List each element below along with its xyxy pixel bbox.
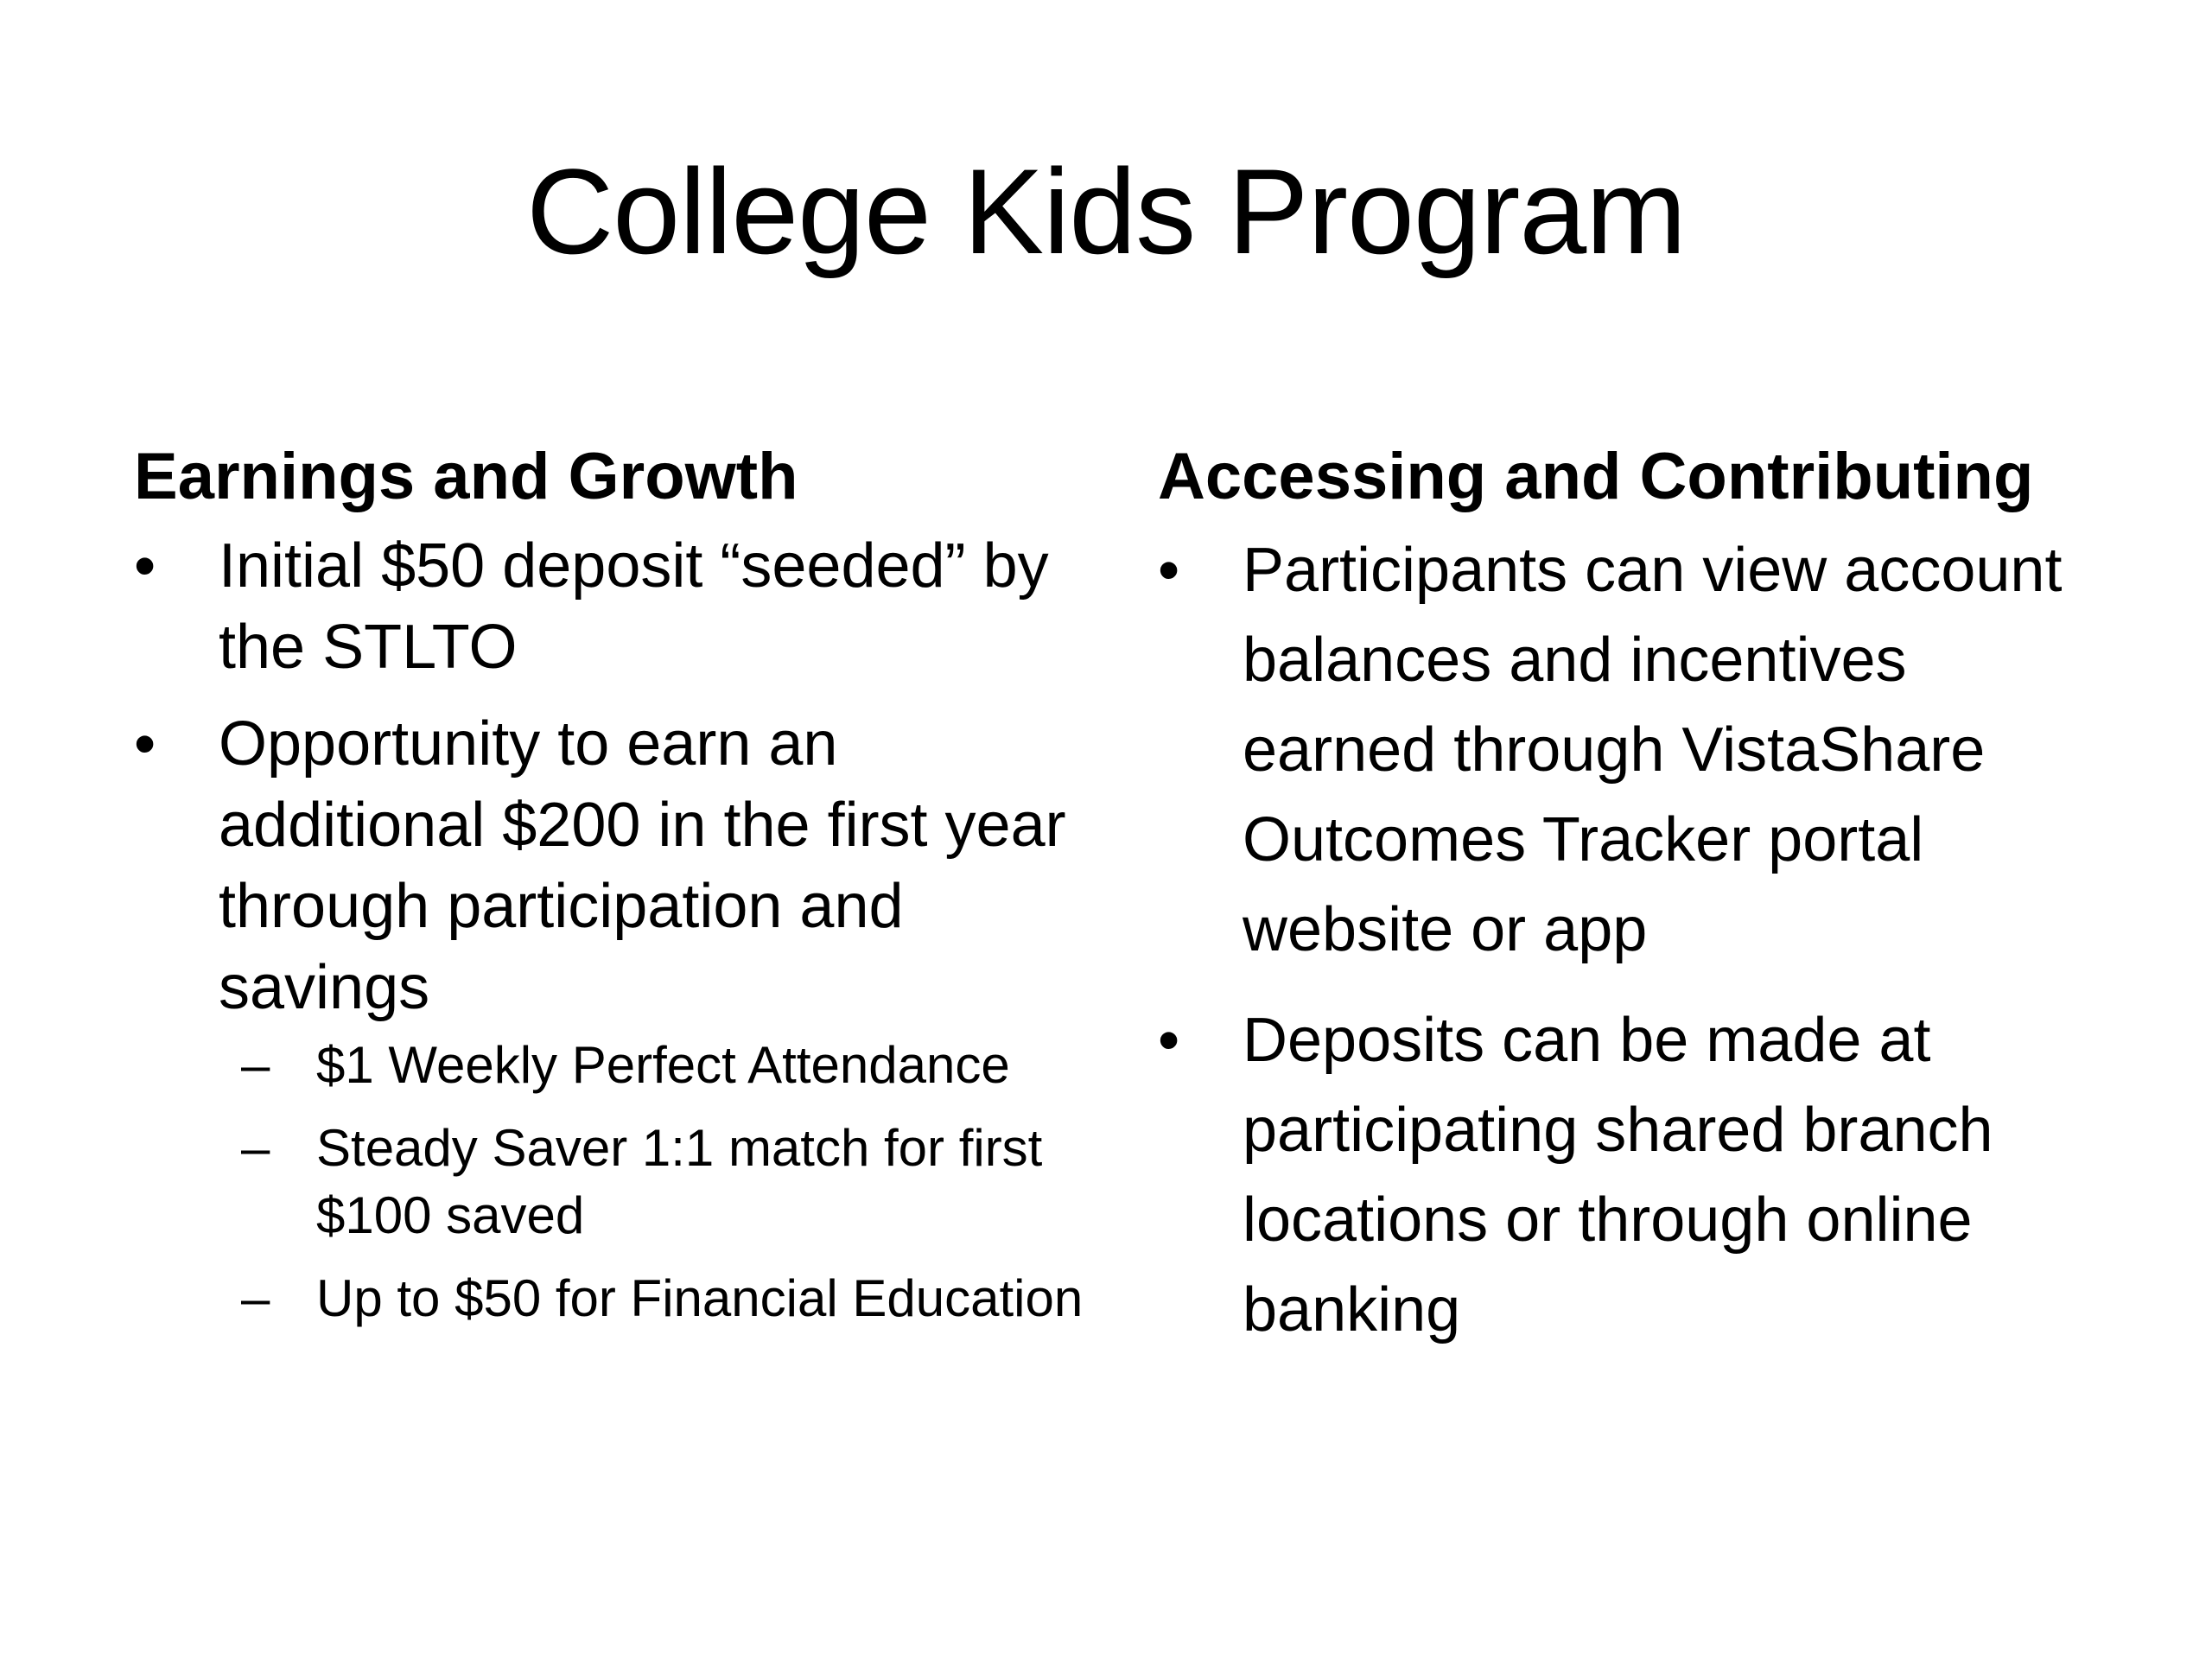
bullet-list (1158, 525, 2117, 1355)
sub-bullet-item (217, 1115, 1102, 1249)
slide-title: College Kids Program (526, 143, 1686, 279)
bullet-icon: • (134, 531, 156, 601)
bullet-icon: • (1158, 536, 1180, 605)
sub-bullet-item (217, 1265, 1102, 1332)
earnings-and-growth-column (134, 432, 1102, 1348)
bullet-item (134, 525, 1102, 688)
bullet-text: Deposits can be made at participating shared branch locations or through online banking (1243, 1006, 1993, 1344)
bullet-item (134, 703, 1102, 1332)
sub-bullet-text: $1 Weekly Perfect Attendance (316, 1036, 1010, 1094)
column-heading: Earnings and Growth (134, 440, 798, 513)
bullet-list (134, 525, 1102, 1332)
bullet-icon: • (134, 709, 156, 779)
bullet-item (1158, 995, 2117, 1355)
sub-bullet-list (219, 1032, 1102, 1332)
accessing-and-contributing-column (1158, 432, 2117, 1376)
bullet-text: Participants can view account balances and incentives earned through VistaShare Outcomes Tracker portal website or app (1243, 536, 2063, 964)
dash-icon: – (241, 1036, 270, 1094)
sub-bullet-text: Up to $50 for Financial Education (316, 1269, 1084, 1327)
bullet-icon: • (1158, 1006, 1180, 1075)
sub-bullet-item (217, 1032, 1102, 1099)
bullet-item (1158, 525, 2117, 975)
sub-bullet-text: Steady Saver 1:1 match for first $100 saved (316, 1119, 1043, 1244)
bullet-text: Opportunity to earn an additional $200 in the first year through participation and savings (219, 709, 1066, 1022)
bullet-text: Initial $50 deposit “seeded” by the STLTO (219, 531, 1049, 682)
dash-icon: – (241, 1269, 270, 1327)
dash-icon: – (241, 1119, 270, 1177)
column-heading: Accessing and Contributing (1158, 440, 2034, 513)
